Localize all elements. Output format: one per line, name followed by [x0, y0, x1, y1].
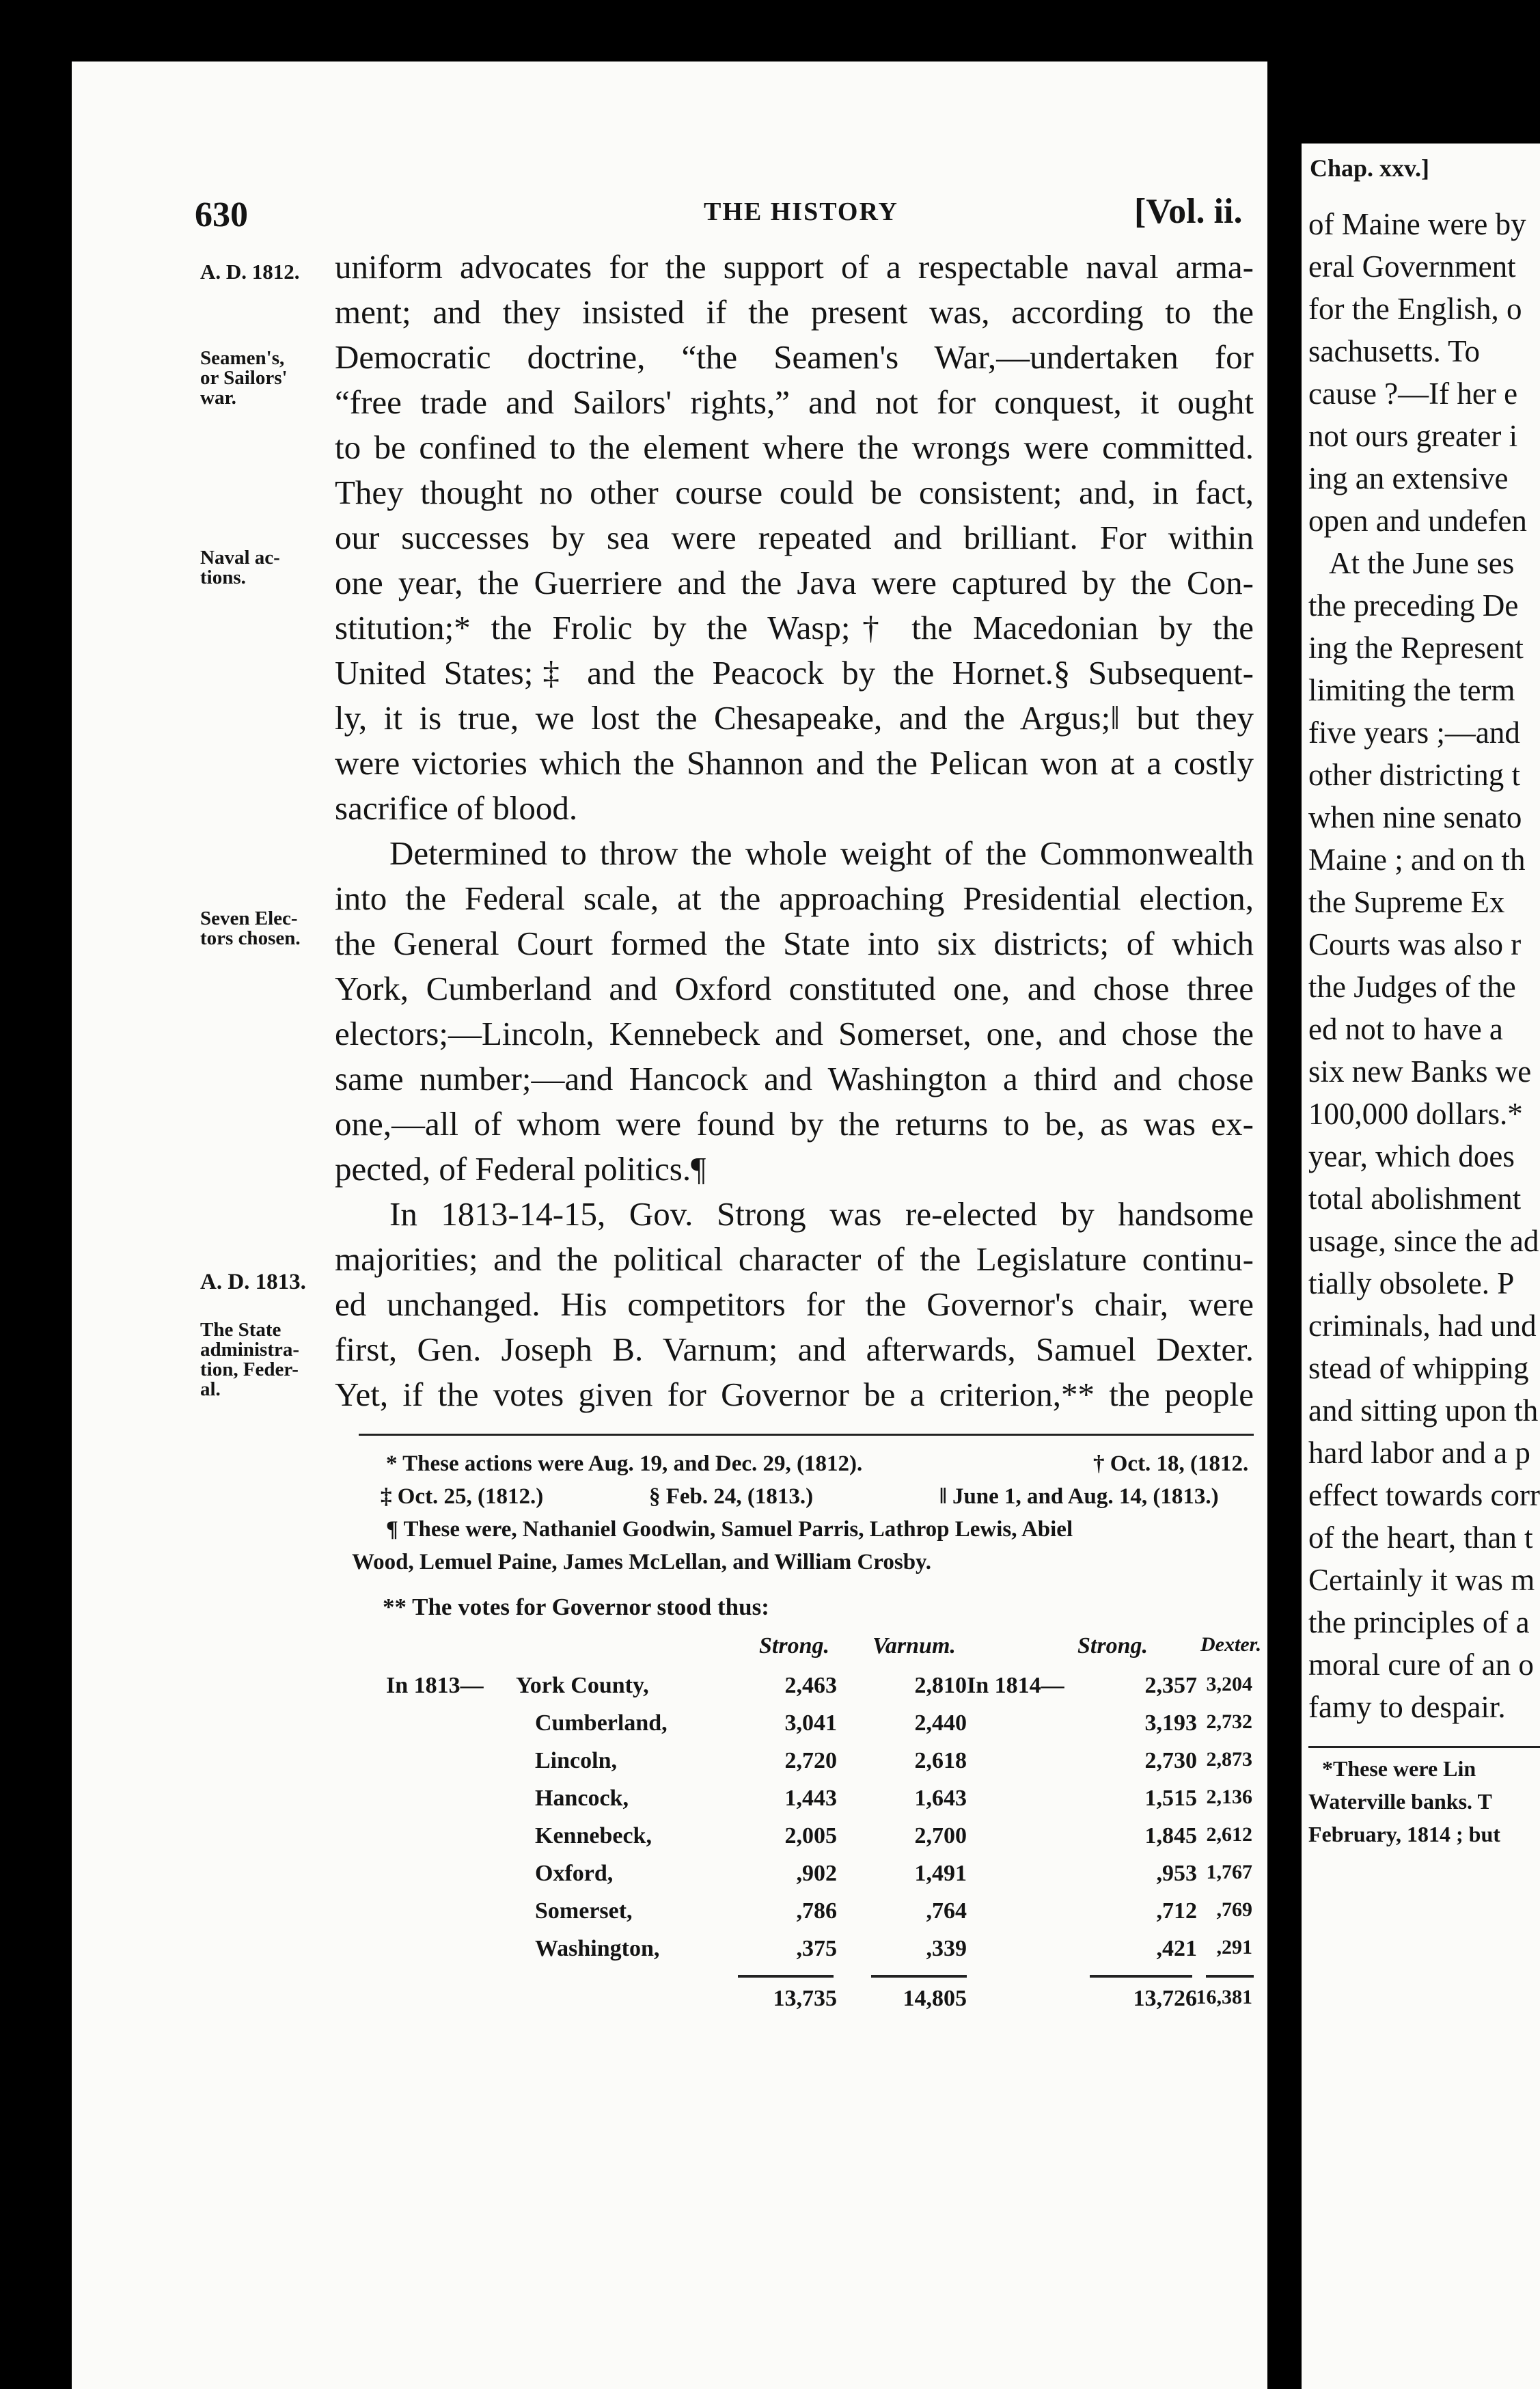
body-line: ing an extensive	[1308, 461, 1509, 495]
body-line: Courts was also r	[1308, 927, 1522, 961]
body-line: stitution;* the Frolic by the Wasp;† the Macedonian by the	[335, 609, 1254, 646]
volume-label: [Vol. ii.	[1134, 192, 1243, 231]
body-line: effect towards corr	[1308, 1478, 1540, 1512]
table-cell: 1,845	[1144, 1823, 1197, 1848]
table-cell: 2,463	[784, 1673, 837, 1698]
body-line: were victories which the Shannon and the Pelican won at a costly	[335, 744, 1254, 782]
body-line: ed not to have a	[1308, 1012, 1503, 1046]
header-strong-1814: Strong.	[1077, 1633, 1148, 1658]
body-line: to be confined to the element where the wrongs were committed.	[335, 428, 1254, 466]
table-cell: 3,041	[784, 1710, 837, 1736]
body-line: same number;—and Hancock and Washington a third and chose	[335, 1060, 1254, 1097]
body-line: one year, the Guerriere and the Java were captured by the Con-	[335, 564, 1254, 601]
year-1813-label: In 1813—	[386, 1673, 484, 1698]
table-cell: ,421	[1156, 1936, 1197, 1961]
body-line: of the heart, than t	[1308, 1520, 1533, 1555]
right-chapter-header: Chap. xxv.]	[1310, 154, 1430, 182]
body-line: of Maine were by	[1308, 207, 1526, 241]
left-book-page	[72, 62, 1267, 2389]
body-line: electors;—Lincoln, Kennebeck and Somerset, one, and chose the	[335, 1015, 1254, 1052]
table-cell: 2,618	[914, 1748, 967, 1773]
body-line: ly, it is true, we lost the Chesapeake, and the Argus;‖ but they	[335, 699, 1254, 737]
footnote-electors-names-cont: Wood, Lemuel Paine, James McLellan, and William Crosby.	[352, 1550, 931, 1574]
body-line: the preceding De	[1308, 588, 1519, 623]
total-strong-1813: 13,735	[773, 1986, 837, 2011]
body-line: They thought no other course could be consistent; and, in fact,	[335, 474, 1254, 511]
body-line: famy to despair.	[1308, 1690, 1506, 1724]
table-cell: 1,643	[914, 1786, 967, 1811]
body-line: Maine ; and on th	[1308, 843, 1526, 877]
body-line: and sitting upon th	[1308, 1393, 1539, 1428]
total-rule-varnum-1813	[871, 1975, 967, 1978]
table-row-county: Kennebeck,	[535, 1823, 652, 1848]
table-cell: 2,720	[784, 1748, 837, 1773]
body-line: uniform advocates for the support of a respectable naval arma-	[335, 248, 1254, 286]
table-cell: ,712	[1156, 1898, 1197, 1924]
body-line: ing the Represent	[1308, 631, 1524, 665]
table-cell: 3,193	[1144, 1710, 1197, 1736]
footnote-oct-18: † Oct. 18, (1812.	[1093, 1451, 1249, 1476]
table-cell: 2,136	[1206, 1786, 1252, 1808]
body-line: the principles of a	[1308, 1605, 1530, 1639]
footnote-oct-25: ‡ Oct. 25, (1812.)	[381, 1484, 544, 1509]
margin-year-1813: A. D. 1813.	[200, 1270, 306, 1294]
page-number: 630	[195, 195, 248, 234]
total-dexter-1814: 16,381	[1196, 1986, 1252, 2008]
running-title: THE HISTORY	[704, 197, 898, 226]
body-line: In 1813-14-15, Gov. Strong was re-elected by handsome	[389, 1195, 1254, 1233]
footnote-votes-intro: ** The votes for Governor stood thus:	[383, 1594, 769, 1620]
body-line: Democratic doctrine, “the Seamen's War,—undertaken for	[335, 338, 1254, 376]
margin-note-seamens-war: Seamen's, or Sailors' war.	[200, 347, 288, 409]
body-line: stead of whipping	[1308, 1351, 1529, 1385]
body-line: ment; and they insisted if the present was, according to the	[335, 293, 1254, 331]
body-line: our successes by sea were repeated and brilliant. For within	[335, 519, 1254, 556]
body-line: one,—all of whom were found by the returns to be, as was ex-	[335, 1105, 1254, 1143]
table-cell: 2,732	[1206, 1710, 1252, 1733]
table-row-county: Lincoln,	[535, 1748, 617, 1773]
footnote-actions-dates: * These actions were Aug. 19, and Dec. 29, (1812).	[386, 1451, 863, 1476]
body-line: Yet, if the votes given for Governor be a criterion,** the people	[335, 1376, 1254, 1413]
margin-note-seven-electors: Seven Elec- tors chosen.	[200, 907, 301, 949]
right-footnote-line: February, 1814 ; but	[1308, 1822, 1500, 1846]
table-cell: 3,204	[1206, 1673, 1252, 1695]
margin-year-1812: A. D. 1812.	[200, 260, 300, 284]
body-line: sachusetts. To	[1308, 334, 1480, 368]
body-line: not ours greater i	[1308, 419, 1518, 453]
body-line: open and undefen	[1308, 504, 1527, 538]
table-cell: ,339	[926, 1936, 967, 1961]
total-rule-dexter-1814	[1206, 1975, 1254, 1978]
footnote-june-aug: ‖ June 1, and Aug. 14, (1813.)	[939, 1484, 1219, 1509]
margin-note-state-administration: The State administra- tion, Feder- al.	[200, 1319, 299, 1400]
body-line: criminals, had und	[1308, 1309, 1537, 1343]
table-row-county: Washington,	[535, 1936, 660, 1961]
right-book-page	[1302, 144, 1540, 2389]
table-cell: 2,730	[1144, 1748, 1197, 1773]
body-line: limiting the term	[1308, 673, 1515, 707]
header-varnum-1813: Varnum.	[872, 1633, 956, 1658]
total-varnum-1813: 14,805	[903, 1986, 967, 2011]
table-cell: ,764	[926, 1898, 967, 1924]
table-row-county: Hancock,	[535, 1786, 629, 1811]
table-cell: 2,357	[1144, 1673, 1197, 1698]
body-line: majorities; and the political character of the Legislature continu-	[335, 1240, 1254, 1278]
footnote-feb-24: § Feb. 24, (1813.)	[649, 1484, 814, 1509]
margin-note-naval-actions: Naval ac- tions.	[200, 547, 280, 588]
body-line: into the Federal scale, at the approaching Presidential election,	[335, 879, 1254, 917]
table-row-county: Oxford,	[535, 1861, 614, 1886]
body-line: other districting t	[1308, 758, 1520, 792]
table-cell: ,375	[796, 1936, 837, 1961]
table-cell: 2,440	[914, 1710, 967, 1736]
right-footnote-rule	[1308, 1746, 1540, 1748]
body-line: cause ?—If her e	[1308, 377, 1518, 411]
table-cell: ,769	[1216, 1898, 1252, 1921]
body-line: York, Cumberland and Oxford constituted one, and chose three	[335, 970, 1254, 1007]
table-cell: ,902	[796, 1861, 837, 1886]
total-rule-strong-1813	[738, 1975, 834, 1978]
total-strong-1814: 13,726	[1133, 1986, 1197, 2011]
body-line: pected, of Federal politics.¶	[335, 1150, 706, 1188]
body-line: hard labor and a p	[1308, 1436, 1530, 1470]
table-cell: ,953	[1156, 1861, 1197, 1886]
body-line: the Supreme Ex	[1308, 885, 1505, 919]
body-line: first, Gen. Joseph B. Varnum; and afterwards, Samuel Dexter.	[335, 1330, 1254, 1368]
body-line: when nine senato	[1308, 800, 1522, 834]
table-cell: 2,700	[914, 1823, 967, 1848]
body-line: for the English, o	[1308, 292, 1522, 326]
footnote-electors-names: ¶ These were, Nathaniel Goodwin, Samuel Parris, Lathrop Lewis, Abiel	[386, 1517, 1073, 1542]
table-row-county: York County,	[516, 1673, 649, 1698]
total-rule-strong-1814	[1090, 1975, 1192, 1978]
header-dexter-1814: Dexter.	[1200, 1633, 1262, 1656]
body-line: moral cure of an o	[1308, 1648, 1534, 1682]
body-line: “free trade and Sailors' rights,” and not for conquest, it ought	[335, 383, 1254, 421]
table-cell: 2,005	[784, 1823, 837, 1848]
right-footnote-line: Waterville banks. T	[1308, 1789, 1492, 1814]
body-line: tially obsolete. P	[1308, 1266, 1515, 1300]
table-cell: ,291	[1216, 1936, 1252, 1958]
body-line: the Judges of the	[1308, 970, 1516, 1004]
body-line: 100,000 dollars.*	[1308, 1097, 1523, 1131]
body-line: six new Banks we	[1308, 1054, 1532, 1089]
body-line: Certainly it was m	[1308, 1563, 1535, 1597]
year-1814-label: In 1814—	[967, 1673, 1064, 1698]
body-line: year, which does	[1308, 1139, 1515, 1173]
header-strong-1813: Strong.	[759, 1633, 829, 1658]
body-line: usage, since the ad	[1308, 1224, 1539, 1258]
body-line: United States;‡ and the Peacock by the Hornet.§ Subsequent-	[335, 654, 1254, 692]
body-line: Determined to throw the whole weight of the Commonwealth	[389, 834, 1254, 872]
table-cell: ,786	[796, 1898, 837, 1924]
footnote-rule	[359, 1434, 1254, 1436]
table-cell: 1,515	[1144, 1786, 1197, 1811]
table-cell: 2,612	[1206, 1823, 1252, 1846]
body-line: total abolishment	[1308, 1182, 1522, 1216]
table-row-county: Somerset,	[535, 1898, 633, 1924]
table-cell: 2,873	[1206, 1748, 1252, 1771]
body-line: the General Court formed the State into six districts; of which	[335, 925, 1254, 962]
table-row-county: Cumberland,	[535, 1710, 668, 1736]
table-cell: 1,443	[784, 1786, 837, 1811]
right-footnote-line: *These were Lin	[1322, 1756, 1476, 1781]
body-line: At the June ses	[1329, 546, 1515, 580]
body-line: sacrifice of blood.	[335, 789, 578, 827]
table-cell: 1,491	[914, 1861, 967, 1886]
body-line: five years ;—and	[1308, 715, 1520, 750]
body-line: eral Government	[1308, 249, 1516, 284]
table-cell: 1,767	[1206, 1861, 1252, 1883]
table-cell: 2,810	[914, 1673, 967, 1698]
body-line: ed unchanged. His competitors for the Governor's chair, were	[335, 1285, 1254, 1323]
